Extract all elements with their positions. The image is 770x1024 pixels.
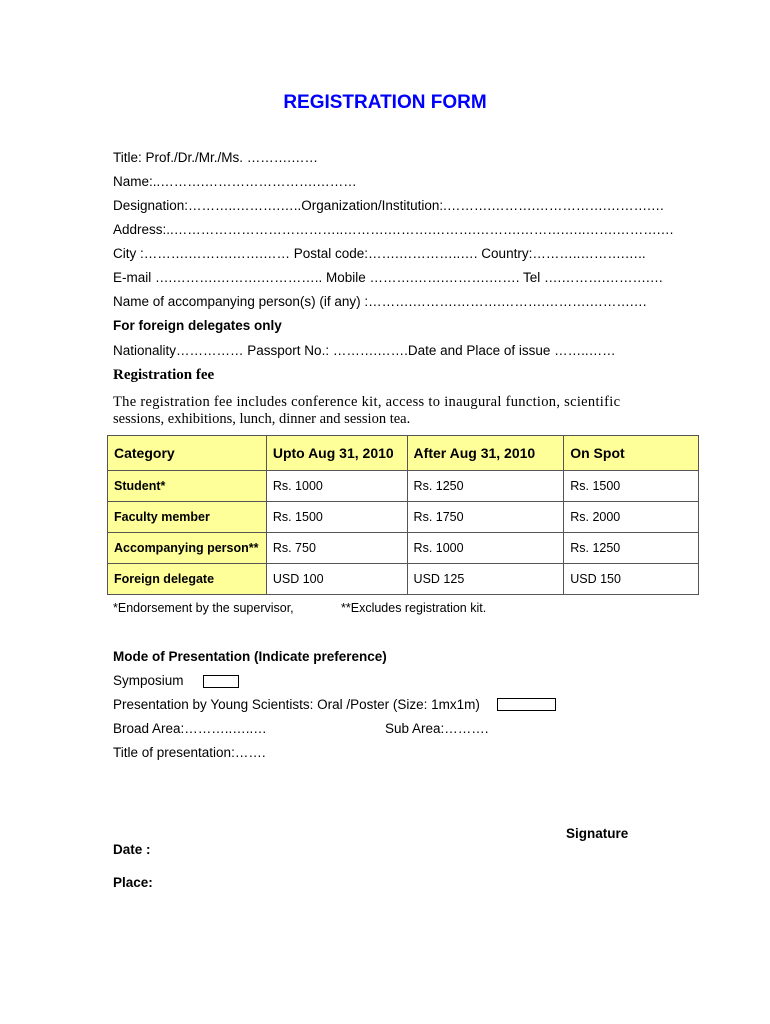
symposium-label: Symposium xyxy=(113,673,184,688)
column-header-category: Category xyxy=(108,436,267,471)
fee-cell: Rs. 1000 xyxy=(407,533,564,564)
young-scientists-label: Presentation by Young Scientists: Oral /Poster (Size: 1mx1m) xyxy=(113,697,480,712)
table-row xyxy=(108,471,699,502)
sub-area-field[interactable]: Sub Area:………. xyxy=(385,721,489,736)
email-mobile-tel-field[interactable]: E-mail ….……….……….………….. Mobile ……….…….……….……. Tel ….……….……….… xyxy=(113,270,664,285)
category-cell: Accompanying person** xyxy=(108,533,267,564)
name-field[interactable]: Name:..……….…………………….……… xyxy=(113,174,357,189)
fee-cell: USD 100 xyxy=(266,564,407,595)
category-cell: Foreign delegate xyxy=(108,564,267,595)
broad-area-field[interactable]: Broad Area:………..…..… xyxy=(113,721,267,736)
table-row xyxy=(108,502,699,533)
table-row xyxy=(108,564,699,595)
foreign-delegates-heading: For foreign delegates only xyxy=(113,318,282,333)
accompanying-person-field[interactable]: Name of accompanying person(s) (if any) :……….……….……….……….……….……….… xyxy=(113,294,648,309)
title-field[interactable]: Title: Prof./Dr./Mr./Ms. ……….…… xyxy=(113,150,319,165)
fee-cell: Rs. 1750 xyxy=(407,502,564,533)
fee-cell: Rs. 750 xyxy=(266,533,407,564)
fee-cell: USD 150 xyxy=(564,564,699,595)
presentation-title-field[interactable]: Title of presentation:……. xyxy=(113,745,266,760)
signature-label: Signature xyxy=(566,826,629,841)
fee-description-line-2: sessions, exhibitions, lunch, dinner and session tea. xyxy=(113,411,411,427)
form-title: REGISTRATION FORM xyxy=(283,92,487,113)
table-row xyxy=(108,533,699,564)
column-header-on-spot: On Spot xyxy=(564,436,699,471)
city-postal-country-field[interactable]: City :……….……….…….…… Postal code:…….…………..…. Country:………..……….….. xyxy=(113,246,646,261)
fee-description-line-1: The registration fee includes conference kit, access to inaugural function, scientific xyxy=(113,394,621,410)
nationality-passport-field[interactable]: Nationality…………… Passport No.: ……….…….Date and Place of issue ……..…… xyxy=(113,343,616,358)
category-cell: Faculty member xyxy=(108,502,267,533)
designation-organization-field[interactable]: Designation:………..……….…..Organization/Institution:.……….……….…………….……….… xyxy=(113,198,665,213)
fee-cell: Rs. 1250 xyxy=(407,471,564,502)
supervisor-note: *Endorsement by the supervisor, xyxy=(113,601,294,615)
fee-cell: Rs. 1250 xyxy=(564,533,699,564)
fee-cell: Rs. 1500 xyxy=(564,471,699,502)
address-field[interactable]: Address:..………………………………..……….……….……….……….……….…..…….……….… xyxy=(113,222,675,237)
symposium-checkbox[interactable] xyxy=(203,675,239,688)
fee-cell: USD 125 xyxy=(407,564,564,595)
fee-cell: Rs. 1000 xyxy=(266,471,407,502)
young-scientists-checkbox[interactable] xyxy=(497,698,556,711)
category-cell: Student* xyxy=(108,471,267,502)
registration-fee-table xyxy=(107,435,699,595)
place-label: Place: xyxy=(113,875,153,890)
table-header-row xyxy=(108,436,699,471)
column-header-upto: Upto Aug 31, 2010 xyxy=(266,436,407,471)
registration-fee-heading: Registration fee xyxy=(113,367,215,383)
fee-cell: Rs. 2000 xyxy=(564,502,699,533)
fee-cell: Rs. 1500 xyxy=(266,502,407,533)
registration-kit-note: **Excludes registration kit. xyxy=(341,601,487,615)
column-header-after: After Aug 31, 2010 xyxy=(407,436,564,471)
presentation-mode-heading: Mode of Presentation (Indicate preference) xyxy=(113,649,387,664)
date-label: Date : xyxy=(113,842,151,857)
